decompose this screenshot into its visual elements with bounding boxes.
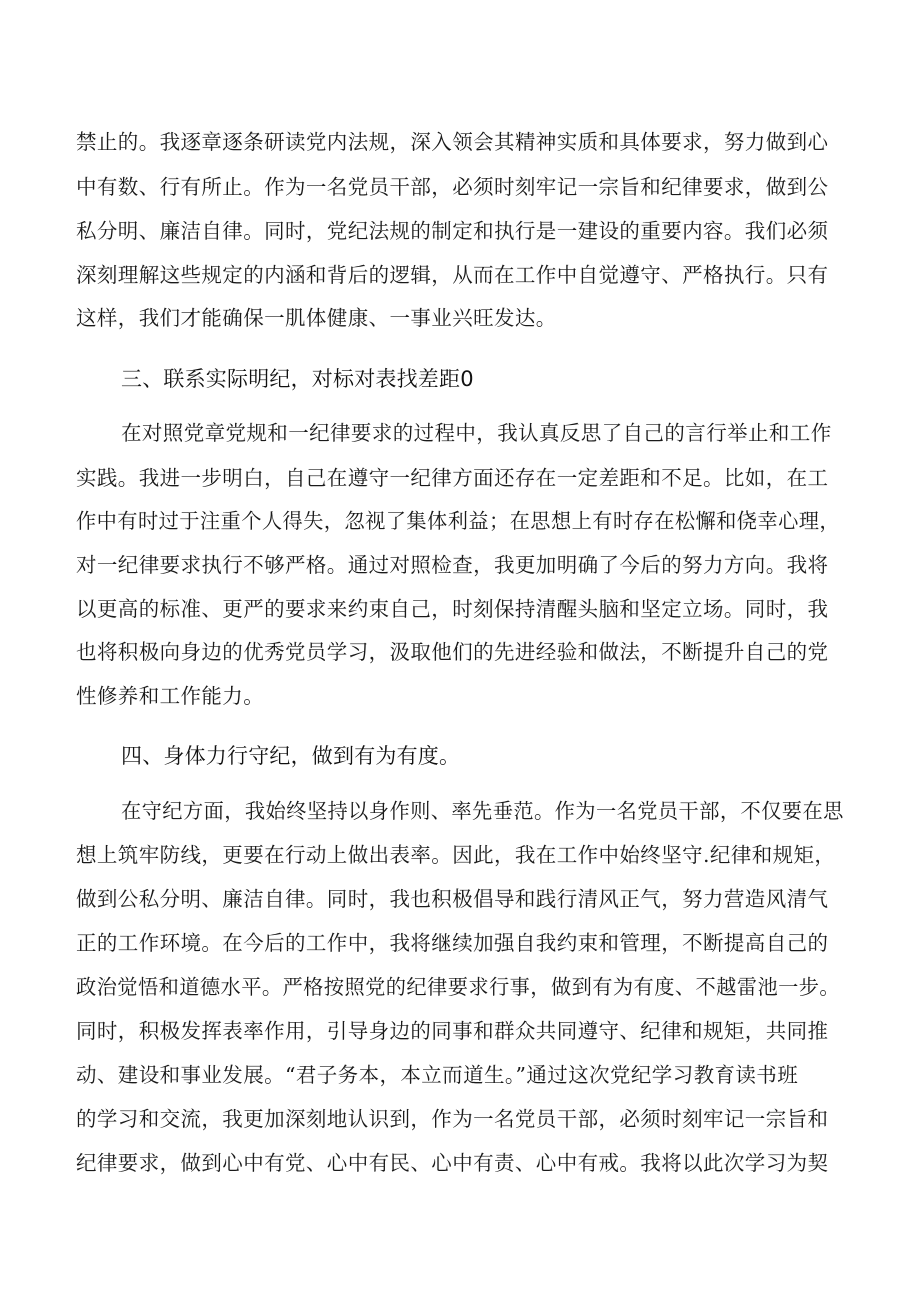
- body-text-line: 同时，积极发挥表率作用，引导身边的同事和群众共同遵守、纪律和规矩，共同推: [76, 1019, 829, 1043]
- body-text-line: 这样，我们才能确保一肌体健康、一事业兴旺发达。: [76, 306, 557, 330]
- body-text-line: 的学习和交流，我更加深刻地认识到，作为一名党员干部，必须时刻牢记一宗旨和: [76, 1107, 829, 1131]
- body-text-line: 想上筑牢防线，更要在行动上做出表率。因此，我在工作中始终坚守.纪律和规矩，: [76, 843, 836, 867]
- body-text-line: 对一纪律要求执行不够严格。通过对照检查，我更加明确了今后的努力方向。我将: [76, 553, 829, 577]
- body-text-line: 以更高的标准、更严的要求来约束自己，时刻保持清醒头脑和坚定立场。同时，我: [76, 597, 829, 621]
- body-text-line: 在守纪方面，我始终坚持以身作则、率先垂范。作为一名党员干部，不仅要在思: [121, 799, 844, 823]
- body-text-line: 做到公私分明、廉洁自律。同时，我也积极倡导和践行清风正气，努力营造风清气: [76, 887, 829, 911]
- body-text-line: 动、建设和事业发展。“君子务本，本立而道生。”通过这次党纪学习教育读书班: [76, 1063, 799, 1087]
- section-heading: 四、身体力行守纪，做到有为有度。: [121, 744, 461, 768]
- section-heading: 三、联系实际明纪，对标对表找差距0: [121, 367, 474, 391]
- body-text-line: 也将积极向身边的优秀党员学习，汲取他们的先进经验和做法，不断提升自己的党: [76, 640, 829, 664]
- body-text-line: 性修养和工作能力。: [76, 684, 265, 708]
- body-text-line: 作中有时过于注重个人得失，忽视了集体利益；在思想上有时存在松懈和侥幸心理，: [76, 509, 841, 533]
- body-text-line: 私分明、廉洁自律。同时，党纪法规的制定和执行是一建设的重要内容。我们必须: [76, 219, 829, 243]
- body-text-line: 禁止的。我逐章逐条研读党内法规，深入领会其精神实质和具体要求，努力做到心: [76, 130, 829, 154]
- body-text-line: 实践。我进一步明白，自己在遵守一纪律方面还存在一定差距和不足。比如，在工: [76, 466, 829, 490]
- body-text-line: 在对照党章党规和一纪律要求的过程中，我认真反思了自己的言行举止和工作: [121, 421, 832, 445]
- body-text-line: 正的工作环境。在今后的工作中，我将继续加强自我约束和管理，不断提高自己的: [76, 931, 829, 955]
- body-text-line: 纪律要求，做到心中有党、心中有民、心中有责、心中有戒。我将以此次学习为契: [76, 1151, 829, 1175]
- body-text-line: 政治觉悟和道德水平。严格按照党的纪律要求行事，做到有为有度、不越雷池一步。: [76, 975, 841, 999]
- body-text-line: 深刻理解这些规定的内涵和背后的逻辑，从而在工作中自觉遵守、严格执行。只有: [76, 263, 829, 287]
- body-text-line: 中有数、行有所止。作为一名党员干部，必须时刻牢记一宗旨和纪律要求，做到公: [76, 175, 829, 199]
